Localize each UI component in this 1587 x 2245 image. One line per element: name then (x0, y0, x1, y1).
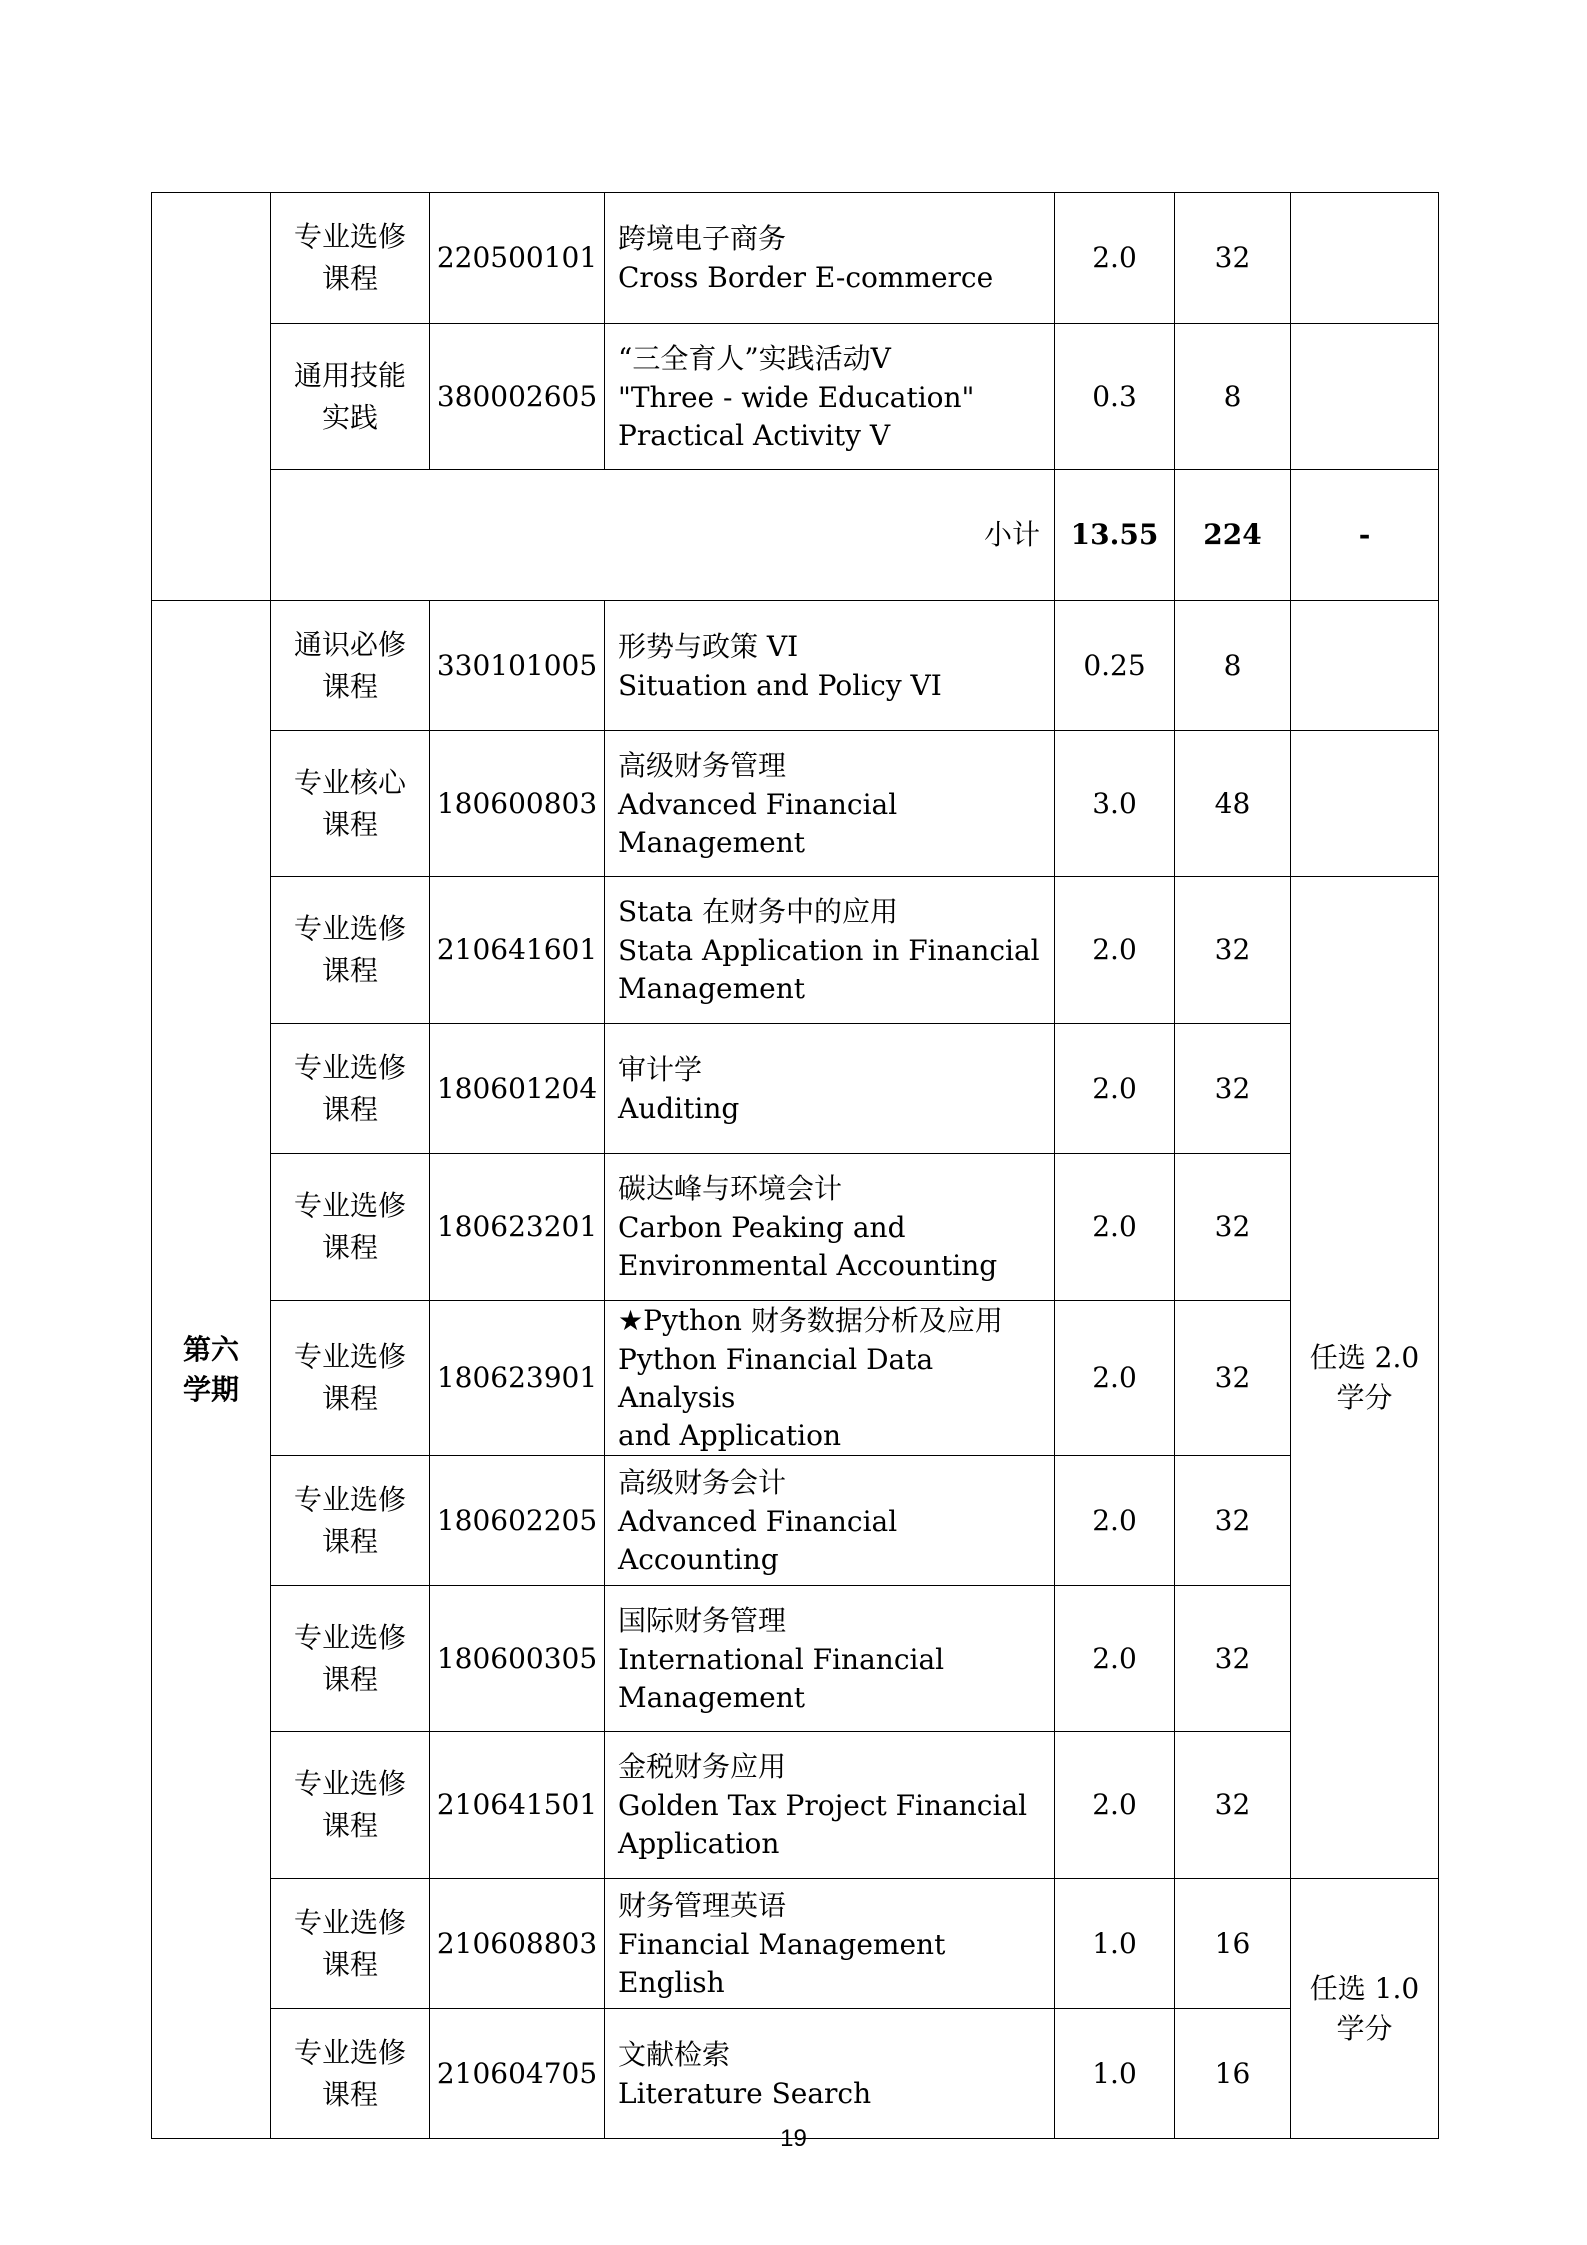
elective-note-group2: 任选 1.0 学分 (1291, 1879, 1439, 2139)
subtotal-label: 小计 (271, 470, 1055, 601)
course-hours: 32 (1175, 1301, 1291, 1456)
course-type: 专业选修课程 (271, 1586, 430, 1732)
course-note (1291, 731, 1439, 877)
page-number: 19 (780, 2125, 807, 2152)
course-name (605, 1024, 1055, 1154)
course-type: 专业核心课程 (271, 731, 430, 877)
course-name-en: Python Financial Data Analysis and Application (618, 1343, 934, 1452)
course-code: 330101005 (430, 601, 605, 731)
course-name-en: Advanced Financial Management (618, 787, 898, 859)
course-type: 通用技能实践 (271, 324, 430, 470)
table-row (152, 2009, 1439, 2139)
table-row (152, 1154, 1439, 1301)
course-name-cn: 国际财务管理 (618, 1603, 787, 1637)
course-name (605, 324, 1055, 470)
course-code: 180623201 (430, 1154, 605, 1301)
course-name-cn: 金税财务应用 (618, 1750, 787, 1783)
course-note (1291, 324, 1439, 470)
course-credits: 2.0 (1055, 1586, 1175, 1732)
course-hours: 48 (1175, 731, 1291, 877)
course-code: 180602205 (430, 1456, 605, 1586)
course-credits: 2.0 (1055, 1154, 1175, 1301)
course-note (1291, 601, 1439, 731)
course-name (605, 1456, 1055, 1586)
course-name (605, 1879, 1055, 2009)
course-name-cn: ★Python 财务数据分析及应用 (618, 1304, 1003, 1337)
table-row (152, 1586, 1439, 1732)
course-hours: 32 (1175, 193, 1291, 324)
course-type: 专业选修课程 (271, 1732, 430, 1879)
course-type: 专业选修课程 (271, 193, 430, 324)
course-credits: 0.25 (1055, 601, 1175, 731)
course-credits: 2.0 (1055, 877, 1175, 1024)
course-code: 210641501 (430, 1732, 605, 1879)
course-code: 180623901 (430, 1301, 605, 1456)
table-row (152, 731, 1439, 877)
course-name (605, 2009, 1055, 2139)
course-hours: 16 (1175, 1879, 1291, 2009)
course-code: 220500101 (430, 193, 605, 324)
table-row (152, 877, 1439, 1024)
table-row (152, 324, 1439, 470)
course-name-cn: 高级财务会计 (618, 1465, 787, 1499)
course-name-en: Cross Border E-commerce (618, 261, 994, 294)
course-name (605, 601, 1055, 731)
subtotal-credits: 13.55 (1055, 470, 1175, 601)
course-name-en: Golden Tax Project Financial Application (618, 1789, 1028, 1860)
course-name-en: "Three - wide Education" Practical Activity V (618, 380, 975, 452)
course-type: 专业选修课程 (271, 1301, 430, 1456)
course-name-cn: “三全育人”实践活动V (618, 341, 891, 375)
course-credits: 2.0 (1055, 1024, 1175, 1154)
table-row (152, 1301, 1439, 1456)
course-credits: 2.0 (1055, 193, 1175, 324)
course-type: 专业选修课程 (271, 1154, 430, 1301)
course-name (605, 1586, 1055, 1732)
course-hours: 32 (1175, 1024, 1291, 1154)
table-row (152, 1879, 1439, 2009)
course-name-cn: 高级财务管理 (618, 748, 787, 782)
course-name-cn: 审计学 (618, 1052, 703, 1086)
course-credits: 1.0 (1055, 1879, 1175, 2009)
course-name (605, 1301, 1055, 1456)
course-type: 专业选修课程 (271, 2009, 430, 2139)
course-name-en: Carbon Peaking and Environmental Accounting (618, 1211, 998, 1282)
course-hours: 32 (1175, 1732, 1291, 1879)
course-name-cn: 财务管理英语 (618, 1888, 787, 1922)
course-name-en: Stata Application in Financial Management (618, 934, 1040, 1005)
course-name-cn: 形势与政策 VI (618, 629, 799, 663)
subtotal-note: - (1291, 470, 1439, 601)
course-type: 专业选修课程 (271, 877, 430, 1024)
course-name-en: Literature Search (618, 2076, 872, 2110)
course-credits: 2.0 (1055, 1732, 1175, 1879)
course-type: 专业选修课程 (271, 1024, 430, 1154)
course-name-en: Situation and Policy VI (618, 668, 942, 702)
course-code: 210608803 (430, 1879, 605, 2009)
course-name (605, 193, 1055, 324)
course-name-cn: 文献检索 (618, 2037, 731, 2071)
course-code: 210604705 (430, 2009, 605, 2139)
course-name-en: Financial Management English (618, 1927, 946, 1999)
semester-cell-prev (152, 193, 271, 601)
course-code: 180601204 (430, 1024, 605, 1154)
course-hours: 8 (1175, 324, 1291, 470)
course-name (605, 1154, 1055, 1301)
course-hours: 32 (1175, 1456, 1291, 1586)
table-row (152, 193, 1439, 324)
course-name-cn: 碳达峰与环境会计 (618, 1172, 843, 1205)
course-type: 专业选修课程 (271, 1879, 430, 2009)
elective-note-group1: 任选 2.0 学分 (1291, 877, 1439, 1879)
course-hours: 8 (1175, 601, 1291, 731)
course-credits: 3.0 (1055, 731, 1175, 877)
course-name (605, 1732, 1055, 1879)
course-name-cn: 跨境电子商务 (618, 222, 787, 255)
course-credits: 2.0 (1055, 1456, 1175, 1586)
course-code: 380002605 (430, 324, 605, 470)
course-name-en: International Financial Management (618, 1642, 945, 1714)
subtotal-row (152, 470, 1439, 601)
subtotal-hours: 224 (1175, 470, 1291, 601)
course-credits: 2.0 (1055, 1301, 1175, 1456)
course-type: 通识必修课程 (271, 601, 430, 731)
course-code: 180600803 (430, 731, 605, 877)
course-note (1291, 193, 1439, 324)
course-hours: 32 (1175, 1586, 1291, 1732)
course-name-en: Advanced Financial Accounting (618, 1504, 898, 1576)
table-row (152, 1024, 1439, 1154)
course-hours: 32 (1175, 1154, 1291, 1301)
course-name (605, 731, 1055, 877)
course-name-cn: Stata 在财务中的应用 (618, 895, 898, 928)
course-code: 210641601 (430, 877, 605, 1024)
course-credits: 0.3 (1055, 324, 1175, 470)
course-hours: 32 (1175, 877, 1291, 1024)
semester-label: 第六学期 (152, 601, 271, 2139)
course-code: 180600305 (430, 1586, 605, 1732)
curriculum-table (151, 192, 1439, 2139)
table-row (152, 1732, 1439, 1879)
course-credits: 1.0 (1055, 2009, 1175, 2139)
table-row (152, 601, 1439, 731)
table-row (152, 1456, 1439, 1586)
course-name (605, 877, 1055, 1024)
course-type: 专业选修课程 (271, 1456, 430, 1586)
course-hours: 16 (1175, 2009, 1291, 2139)
course-name-en: Auditing (618, 1091, 740, 1125)
